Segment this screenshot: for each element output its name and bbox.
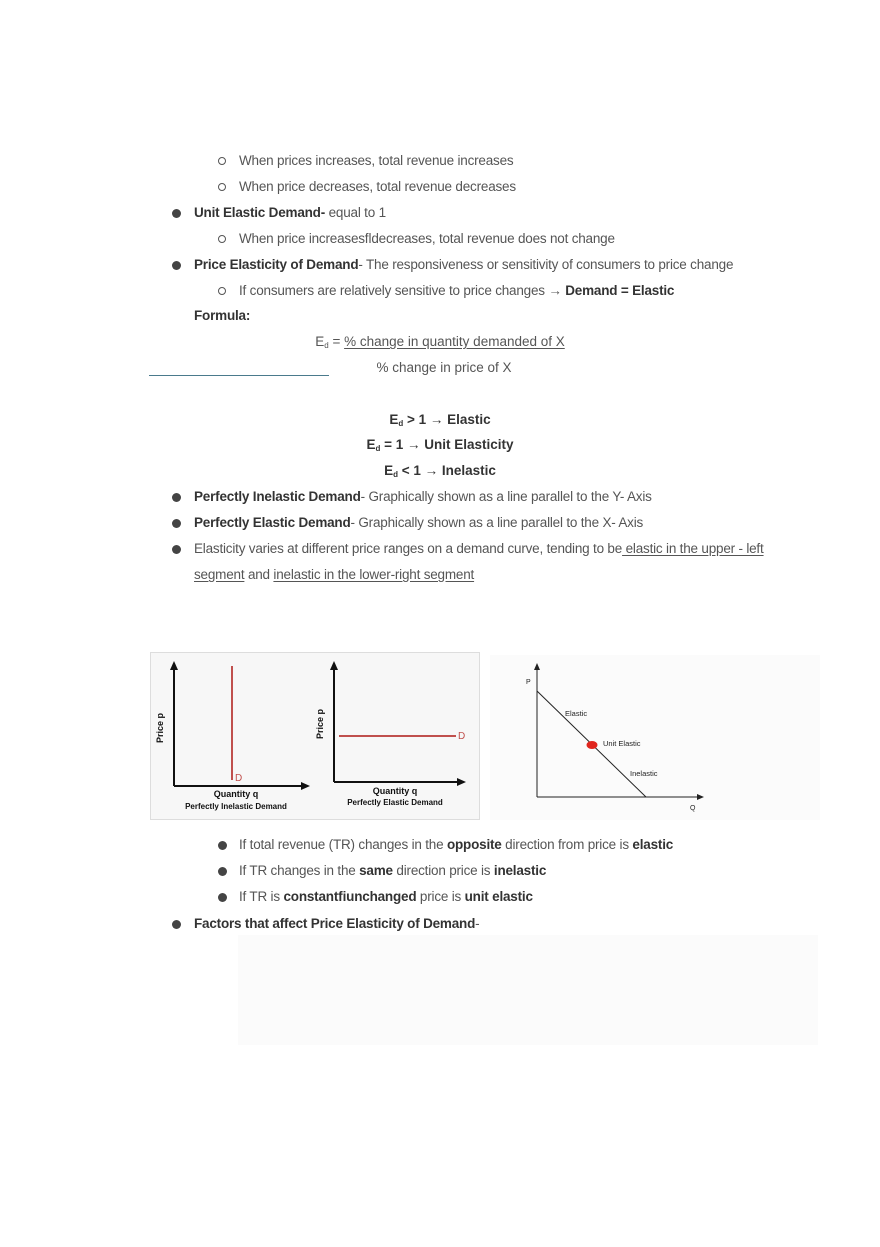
elasticity-varies-line-2: segment and inelastic in the lower-right segment	[194, 567, 475, 582]
p-label: P	[526, 679, 531, 686]
unit-elastic-line: Unit Elastic Demand- equal to 1	[194, 205, 386, 220]
tr-line-2: If TR changes in the same direction price is inelastic	[239, 863, 547, 878]
bullet	[172, 493, 181, 502]
q-label: Q	[690, 805, 696, 812]
rule-inelastic: $E_d < 1$ → Inelastic	[384, 463, 496, 479]
tr-line-1: If total revenue (TR) changes in the opposite direction from price is elastic	[239, 837, 674, 852]
sub-bullet	[218, 157, 226, 165]
bullet	[172, 920, 181, 929]
inelastic-label: Inelastic	[630, 769, 658, 778]
text-line: When price decreases, total revenue decreases	[239, 179, 516, 194]
sub-bullet	[218, 183, 226, 191]
sub-bullet	[218, 235, 226, 243]
unit-elastic-point	[587, 741, 598, 749]
elasticity-varies-line: Elasticity varies at different price ranges on a demand curve, tending to be elastic in the upper - left	[194, 541, 764, 556]
demand-graphs-figure	[150, 652, 480, 820]
horizontal-rule	[149, 375, 329, 376]
unit-elastic-figure	[490, 655, 820, 820]
formula-numerator: $E_d$ = % change in quantity demanded of X	[315, 334, 565, 350]
formula-denominator: % change in price of X	[376, 360, 512, 375]
caption: Perfectly Elastic Demand	[347, 798, 443, 807]
bullet	[172, 261, 181, 270]
y-label: Price p	[155, 712, 165, 744]
unit-elastic-label: Unit Elastic	[603, 739, 641, 748]
bullet	[172, 209, 181, 218]
rule-unit: $E_d = 1$ → Unit Elasticity	[366, 437, 514, 453]
bullet	[218, 893, 227, 902]
bullet	[172, 545, 181, 554]
x-label: Quantity q	[213, 789, 259, 799]
rule-elastic: $E_d > 1$ → Elastic	[389, 412, 491, 428]
perfectly-elastic-line: Perfectly Elastic Demand- Graphically shown as a line parallel to the X- Axis	[194, 515, 644, 530]
text-line: If consumers are relatively sensitive to price changes → Demand = Elastic	[239, 283, 675, 298]
curve-label: D	[458, 731, 466, 742]
ped-line: Price Elasticity of Demand- The responsiveness or sensitivity of consumers to price change	[194, 257, 734, 272]
curve-label: D	[235, 773, 243, 784]
formula-label: Formula:	[194, 308, 251, 323]
text-line: When prices increases, total revenue increases	[239, 153, 514, 168]
x-label: Quantity q	[372, 786, 418, 796]
factors-heading: Factors that affect Price Elasticity of Demand-	[194, 916, 480, 931]
bullet	[218, 841, 227, 850]
tr-line-3: If TR is constantﬁunchanged price is unit elastic	[239, 889, 533, 904]
elastic-label: Elastic	[565, 709, 588, 718]
y-label: Price p	[315, 708, 325, 740]
caption: Perfectly Inelastic Demand	[185, 802, 287, 811]
sub-bullet	[218, 287, 226, 295]
bullet	[172, 519, 181, 528]
background-shade	[238, 935, 818, 1045]
bullet	[218, 867, 227, 876]
text-line: When price increasesﬂdecreases, total revenue does not change	[239, 231, 615, 246]
perfectly-inelastic-line: Perfectly Inelastic Demand- Graphically shown as a line parallel to the Y- Axis	[194, 489, 652, 504]
